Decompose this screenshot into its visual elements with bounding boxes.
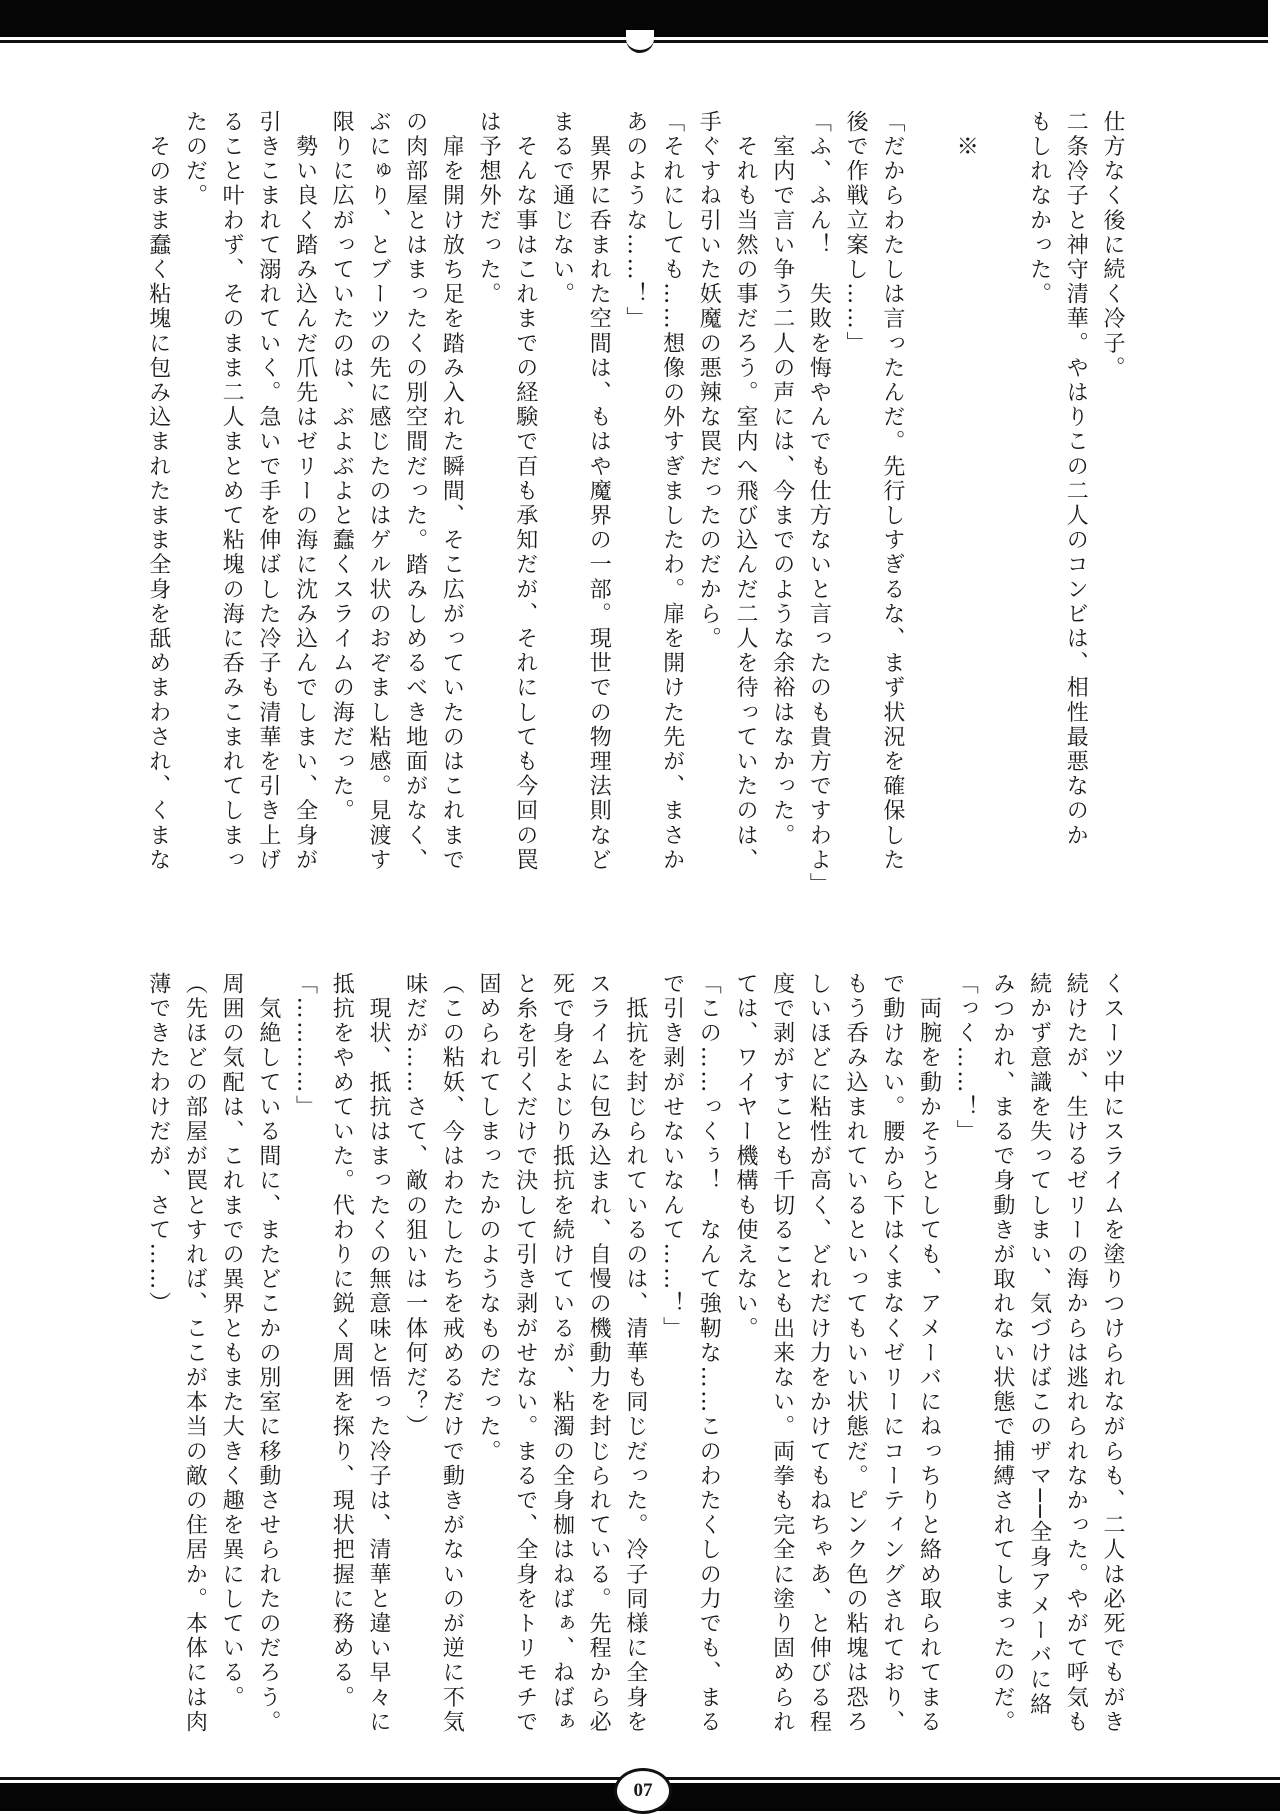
- text-line: と糸を引くだけで決して引き剥がせない。まるで、全身をトリモチで: [512, 972, 538, 1735]
- text-line: 周囲の気配は、これまでの異界ともまた大きく趣を異にしている。: [219, 972, 245, 1710]
- text-line: それも当然の事だろう。室内へ飛び込んだ二人を待っていたのは、: [733, 110, 758, 873]
- text-line: 「ふ、ふん！ 失敗を悔やんでも仕方ないと言ったのも貴方ですわよ」: [806, 110, 832, 898]
- text-line: （先ほどの部屋が罠とすれば、ここが本当の敵の住居か。本体には肉: [182, 972, 208, 1735]
- text-line: 薄できたわけだが、さて……）: [145, 972, 171, 1317]
- text-line: で動けない。腰から下はくまなくゼリーにコーティングされており、: [879, 972, 905, 1735]
- text-line: あのような……！」: [622, 110, 648, 332]
- text-line: （この粘妖、今はわたしたちを戒めるだけで動きがないのが逆に不気: [439, 972, 465, 1735]
- text-line: 続けたが、生けるゼリーの海からは逃れられなかった。やがて呼気も: [1063, 972, 1089, 1735]
- text-line: もしれなかった。: [1026, 110, 1052, 307]
- text-line: みつかれ、まるで身動きが取れない状態で捕縛されてしまったのだ。: [989, 972, 1015, 1735]
- text-line: そのまま蠢く粘塊に包み込まれたまま全身を舐めまわされ、くまな: [145, 110, 171, 873]
- text-line: しいほどに粘性が高く、どれだけ力をかけてもねちゃあ、と伸びる程: [806, 972, 832, 1735]
- text-line: 限りに広がっていたのは、ぶよぶよと蠢くスライムの海だった。: [329, 110, 355, 824]
- page-number: 07: [614, 1768, 672, 1814]
- text-line: 両腕を動かそうとしても、アメーバにねっちりと絡め取られてまる: [916, 972, 942, 1735]
- text-line: 死で身をよじり抵抗を続けているが、粘濁の全身枷はねばぁ、ねばぁ: [549, 972, 575, 1735]
- text-line: たのだ。: [182, 110, 208, 209]
- text-line: 二条冷子と神守清華。やはりこの二人のコンビは、相性最悪なのか: [1063, 110, 1089, 848]
- text-line: スライムに包み込まれ、自慢の機動力を封じられている。先程から必: [586, 972, 612, 1735]
- lower-text-block: [145, 972, 1130, 1772]
- text-line: 扉を開け放ち足を踏み入れた瞬間、そこ広がっていたのはこれまで: [439, 110, 465, 873]
- text-line: 勢い良く踏み込んだ爪先はゼリーの海に沈み込んでしまい、全身が: [292, 110, 318, 873]
- header-notch-ornament: [626, 30, 654, 53]
- text-line: 異界に呑まれた空間は、もはや魔界の一部。現世での物理法則など: [586, 110, 612, 873]
- text-line: 続かず意識を失ってしまい、気づけばこのザマ──全身アメーバに絡: [1026, 972, 1052, 1718]
- text-line: 手ぐすね引いた妖魔の悪辣な罠だったのだから。: [696, 110, 722, 652]
- text-line: 「この……っくぅ！ なんて強靭な……このわたくしの力でも、まる: [696, 972, 722, 1735]
- text-line: [983, 110, 1020, 910]
- text-line: 「だからわたしは言ったんだ。先行しすぎるな、まず状況を確保した: [879, 110, 905, 873]
- text-line: 度で剥がすことも千切ることも出来ない。両拳も完全に塗り固められ: [769, 972, 795, 1735]
- text-line: 抵抗をやめていた。代わりに鋭く周囲を探り、現状把握に務める。: [329, 972, 355, 1710]
- text-line: そんな事はこれまでの経験で百も承知だが、それにしても今回の罠: [512, 110, 538, 873]
- text-line: もう呑み込まれているといってもいい状態だ。ピンク色の粘塊は恐ろ: [843, 972, 869, 1735]
- text-line: 「それにしても……想像の外すぎましたわ。扉を開けた先が、まさか: [659, 110, 685, 873]
- text-line: ぶにゅり、とブーツの先に感じたのはゲル状のおぞまし粘感。見渡す: [365, 110, 391, 873]
- text-line: くスーツ中にスライムを塗りつけられながらも、二人は必死でもがき: [1100, 972, 1125, 1735]
- text-line: 抵抗を封じられているのは、清華も同じだった。冷子同様に全身を: [622, 972, 648, 1735]
- text-line: は予想外だった。: [476, 110, 502, 307]
- text-line: 室内で言い争う二人の声には、今までのような余裕はなかった。: [769, 110, 795, 848]
- text-line: 後で作戦立案し……」: [843, 110, 869, 356]
- text-line: 引きこまれて溺れていく。急いで手を伸ばした冷子も清華を引き上げ: [255, 110, 281, 873]
- text-line: ること叶わず、そのまま二人まとめて粘塊の海に呑みこまれてしまっ: [219, 110, 245, 873]
- text-line: 仕方なく後に続く冷子。: [1100, 110, 1125, 381]
- text-line: [910, 110, 947, 910]
- text-line: 現状、抵抗はまったくの無意味と悟った冷子は、清華と違い早々に: [365, 972, 391, 1735]
- text-line: ※: [953, 110, 979, 160]
- text-line: まるで通じない。: [549, 110, 575, 307]
- text-line: 「っく……！」: [953, 972, 979, 1145]
- text-line: 気絶している間に、またどこかの別室に移動させられたのだろう。: [255, 972, 281, 1735]
- text-line: で引き剥がせないなんて……！」: [659, 972, 685, 1341]
- text-line: 固められてしまったかのようなものだった。: [476, 972, 502, 1464]
- text-line: 味だが……さて、敵の狙いは一体何だ？）: [402, 972, 428, 1440]
- text-line: 「…………」: [292, 972, 318, 1120]
- upper-text-block: [145, 110, 1130, 910]
- text-line: の肉部屋とはまったくの別空間だった。踏みしめるべき地面がなく、: [402, 110, 428, 873]
- text-line: ては、ワイヤー機構も使えない。: [732, 972, 758, 1341]
